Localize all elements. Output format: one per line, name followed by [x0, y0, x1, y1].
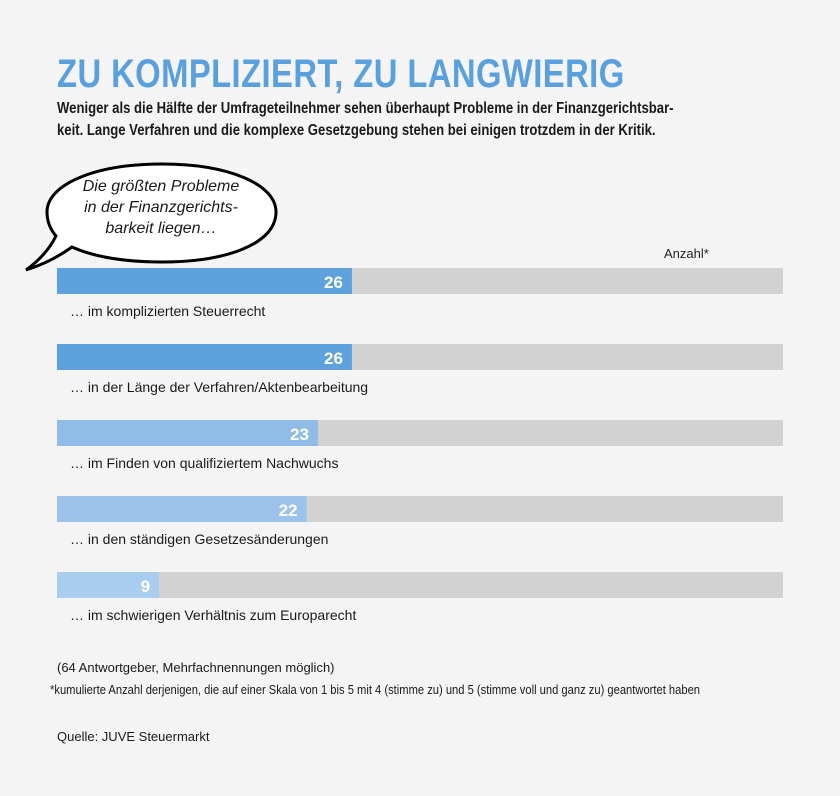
- source-note: Quelle: JUVE Steuermarkt: [57, 729, 210, 744]
- bar: [57, 420, 318, 446]
- definition-note: *kumulierte Anzahl derjenigen, die auf einer Skala von 1 bis 5 mit 4 (stimme zu) und 5 (stimme voll und ganz zu) geantwortet haben: [50, 682, 701, 697]
- bar-group: [57, 344, 783, 395]
- category-label: … in der Länge der Verfahren/Aktenbearbeitung: [70, 379, 369, 395]
- bar: [57, 344, 352, 370]
- bar-group: [57, 496, 783, 547]
- category-label: … im schwierigen Verhältnis zum Europarecht: [70, 607, 357, 623]
- bar-group: [57, 268, 783, 319]
- bar-value-label: 9: [140, 577, 151, 596]
- subtitle-line-2: keit. Lange Verfahren und die komplexe Gesetzgebung stehen bei einigen trotzdem in der Kritik.: [57, 122, 656, 139]
- bar-group: [57, 420, 783, 471]
- category-label: … in den ständigen Gesetzesänderungen: [70, 531, 329, 547]
- page-title: ZU KOMPLIZIERT, ZU LANGWIERIG: [57, 52, 625, 96]
- bar-value-label: 26: [324, 273, 343, 292]
- category-label: … im Finden von qualifiziertem Nachwuchs: [70, 455, 339, 471]
- bar-group: [57, 572, 783, 623]
- bubble-line-3: barkeit liegen…: [105, 220, 217, 237]
- bar: [57, 496, 307, 522]
- bar-value-label: 23: [289, 425, 309, 444]
- bar-value-label: 22: [278, 501, 298, 520]
- bar-track: [57, 572, 783, 598]
- bar-value-label: 26: [324, 349, 343, 368]
- subtitle-line-1: Weniger als die Hälfte der Umfrageteilnehmer sehen überhaupt Probleme in der Finanzgerichtsbar-: [57, 100, 674, 117]
- bubble-line-1: Die größten Probleme: [82, 178, 240, 195]
- respondents-note: (64 Antwortgeber, Mehrfachnennungen möglich): [57, 660, 335, 675]
- category-label: … im komplizierten Steuerrecht: [70, 303, 266, 319]
- bar: [57, 268, 352, 294]
- unit-label: Anzahl*: [664, 246, 709, 261]
- bubble-line-2: in der Finanzgerichts-: [84, 199, 238, 216]
